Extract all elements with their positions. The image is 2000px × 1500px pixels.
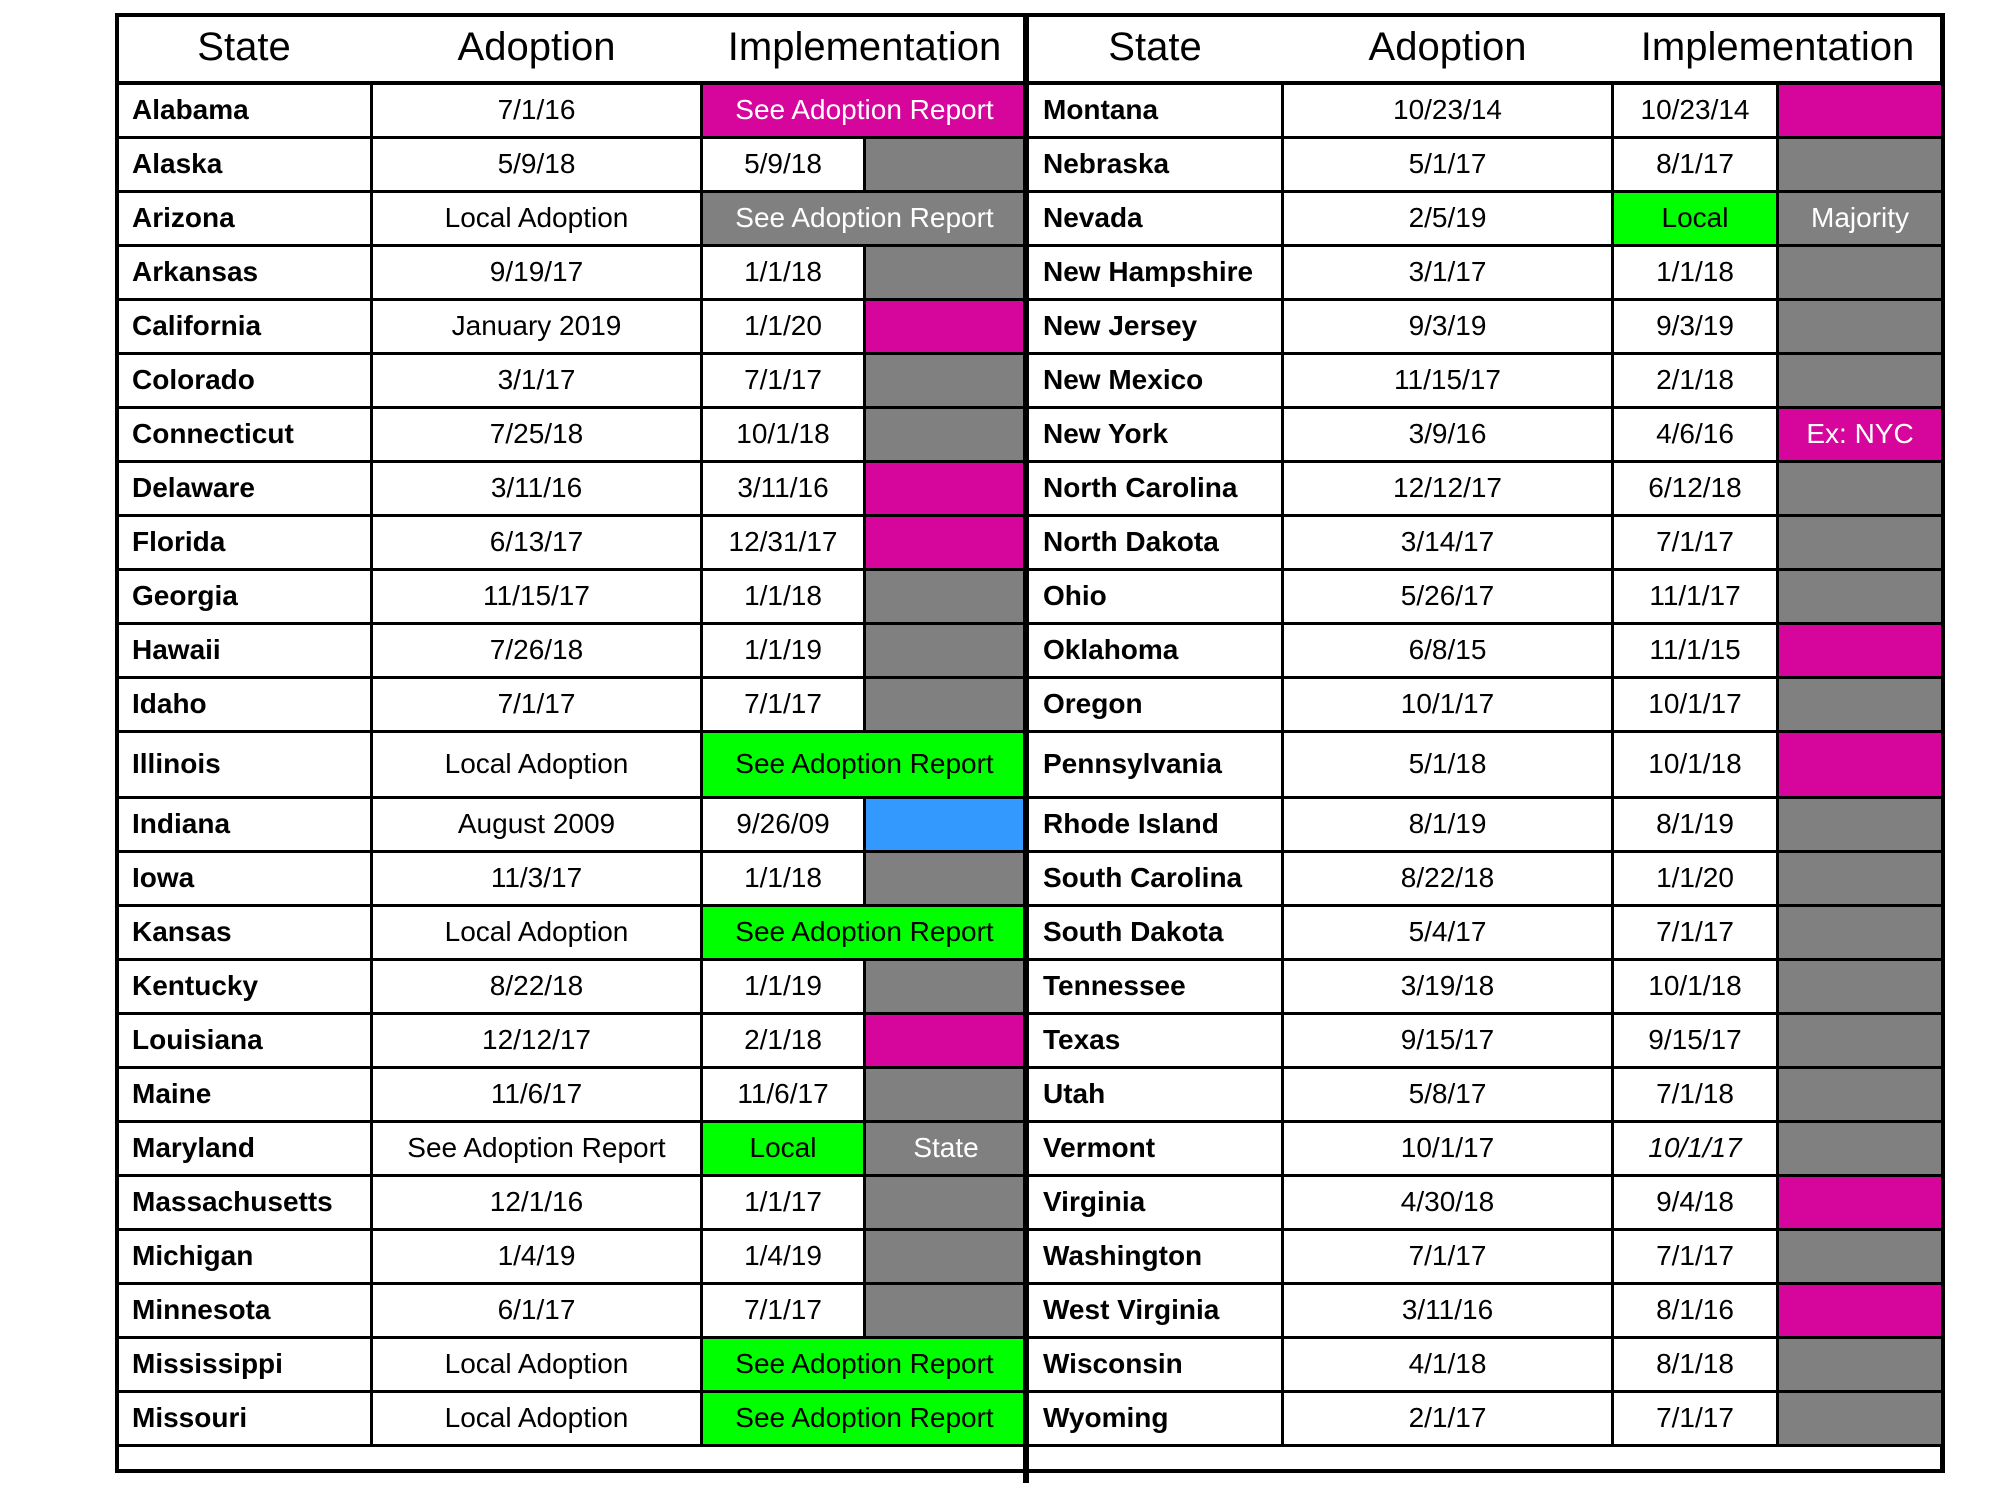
status-color-cell [1778, 83, 1943, 137]
implementation-cell: 10/1/18 [1613, 731, 1778, 797]
state-cell: Minnesota [117, 1283, 372, 1337]
state-cell: Utah [1028, 1067, 1283, 1121]
status-color-cell [865, 461, 1028, 515]
adoption-cell: 5/1/17 [1283, 137, 1613, 191]
table-row [1028, 1067, 1943, 1121]
implementation-cell: 1/1/17 [702, 1175, 865, 1229]
adoption-cell: 11/15/17 [372, 569, 702, 623]
adoption-cell: 11/6/17 [372, 1067, 702, 1121]
header-implementation: Implementation [702, 13, 1028, 83]
implementation-cell: 5/9/18 [702, 137, 865, 191]
adoption-cell: See Adoption Report [372, 1121, 702, 1175]
implementation-note-cell: See Adoption Report [702, 731, 1028, 797]
status-color-cell [865, 851, 1028, 905]
state-cell: Hawaii [117, 623, 372, 677]
status-color-cell: State [865, 1121, 1028, 1175]
state-cell: Maine [117, 1067, 372, 1121]
state-cell: Wyoming [1028, 1391, 1283, 1445]
state-cell: Wisconsin [1028, 1337, 1283, 1391]
state-cell: Indiana [117, 797, 372, 851]
table-row [117, 1067, 1028, 1121]
implementation-cell: 11/1/17 [1613, 569, 1778, 623]
adoption-cell: 5/8/17 [1283, 1067, 1613, 1121]
status-color-cell [865, 1175, 1028, 1229]
adoption-cell: Local Adoption [372, 191, 702, 245]
implementation-cell: 10/1/18 [702, 407, 865, 461]
table-row [1028, 83, 1943, 137]
status-color-cell [1778, 797, 1943, 851]
adoption-cell: 6/8/15 [1283, 623, 1613, 677]
table-row [117, 1229, 1028, 1283]
implementation-cell: 10/1/17 [1613, 1121, 1778, 1175]
adoption-cell: 3/19/18 [1283, 959, 1613, 1013]
state-cell: Oregon [1028, 677, 1283, 731]
status-color-cell [865, 299, 1028, 353]
status-color-cell [1778, 959, 1943, 1013]
state-cell: Arizona [117, 191, 372, 245]
status-color-cell [1778, 461, 1943, 515]
adoption-cell: 9/19/17 [372, 245, 702, 299]
state-cell: New Jersey [1028, 299, 1283, 353]
table-row [117, 1283, 1028, 1337]
implementation-cell: 7/1/17 [1613, 905, 1778, 959]
table-row [1028, 1121, 1943, 1175]
state-cell: Mississippi [117, 1337, 372, 1391]
state-cell: Idaho [117, 677, 372, 731]
implementation-cell: 8/1/19 [1613, 797, 1778, 851]
adoption-cell: Local Adoption [372, 905, 702, 959]
state-cell: Vermont [1028, 1121, 1283, 1175]
table-row [1028, 353, 1943, 407]
status-color-cell [865, 1283, 1028, 1337]
implementation-cell: 8/1/18 [1613, 1337, 1778, 1391]
adoption-cell: 3/14/17 [1283, 515, 1613, 569]
table-row [1028, 137, 1943, 191]
right-table-panel [1026, 13, 1944, 1447]
adoption-cell: Local Adoption [372, 1391, 702, 1445]
left-table-panel [115, 13, 1029, 1447]
implementation-cell: 9/26/09 [702, 797, 865, 851]
adoption-cell: 3/9/16 [1283, 407, 1613, 461]
adoption-cell: August 2009 [372, 797, 702, 851]
adoption-cell: Local Adoption [372, 731, 702, 797]
table-row [117, 851, 1028, 905]
implementation-cell: 7/1/18 [1613, 1067, 1778, 1121]
adoption-cell: 7/1/17 [1283, 1229, 1613, 1283]
implementation-cell: 2/1/18 [702, 1013, 865, 1067]
table-row [117, 245, 1028, 299]
table-row [117, 515, 1028, 569]
table-row [117, 1391, 1028, 1445]
status-color-cell [865, 137, 1028, 191]
implementation-cell: 1/4/19 [702, 1229, 865, 1283]
table-row [1028, 245, 1943, 299]
status-color-cell [865, 569, 1028, 623]
implementation-note-cell: See Adoption Report [702, 1391, 1028, 1445]
implementation-cell: 7/1/17 [1613, 515, 1778, 569]
implementation-cell: 1/1/18 [1613, 245, 1778, 299]
table-row [1028, 623, 1943, 677]
table-row [1028, 1175, 1943, 1229]
header-row [1028, 13, 1943, 83]
status-color-cell: Ex: NYC [1778, 407, 1943, 461]
implementation-cell: 7/1/17 [702, 677, 865, 731]
status-color-cell [1778, 1229, 1943, 1283]
implementation-cell: Local [702, 1121, 865, 1175]
state-cell: Ohio [1028, 569, 1283, 623]
adoption-cell: 7/26/18 [372, 623, 702, 677]
state-cell: Arkansas [117, 245, 372, 299]
header-row [117, 13, 1028, 83]
table-row [117, 461, 1028, 515]
adoption-cell: 3/1/17 [372, 353, 702, 407]
implementation-cell: 1/1/20 [702, 299, 865, 353]
left-adoption-table [115, 13, 1029, 1447]
status-color-cell [1778, 1121, 1943, 1175]
adoption-cell: 11/3/17 [372, 851, 702, 905]
status-color-cell [865, 1067, 1028, 1121]
implementation-cell: 7/1/17 [1613, 1391, 1778, 1445]
status-color-cell [1778, 905, 1943, 959]
state-cell: California [117, 299, 372, 353]
adoption-cell: 8/22/18 [1283, 851, 1613, 905]
status-color-cell [1778, 731, 1943, 797]
state-cell: Iowa [117, 851, 372, 905]
implementation-cell: 7/1/17 [702, 353, 865, 407]
implementation-cell: 1/1/18 [702, 569, 865, 623]
state-cell: North Dakota [1028, 515, 1283, 569]
right-adoption-table [1026, 13, 1944, 1447]
implementation-cell: 1/1/19 [702, 623, 865, 677]
adoption-cell: 5/4/17 [1283, 905, 1613, 959]
adoption-cell: 5/9/18 [372, 137, 702, 191]
adoption-cell: 5/1/18 [1283, 731, 1613, 797]
adoption-cell: January 2019 [372, 299, 702, 353]
state-cell: Delaware [117, 461, 372, 515]
adoption-cell: 6/13/17 [372, 515, 702, 569]
table-row [1028, 299, 1943, 353]
header-state: State [1028, 13, 1283, 83]
state-cell: Pennsylvania [1028, 731, 1283, 797]
state-cell: Colorado [117, 353, 372, 407]
state-cell: Illinois [117, 731, 372, 797]
status-color-cell [865, 353, 1028, 407]
status-color-cell [1778, 353, 1943, 407]
state-cell: Montana [1028, 83, 1283, 137]
state-cell: Oklahoma [1028, 623, 1283, 677]
state-cell: Nebraska [1028, 137, 1283, 191]
adoption-cell: 4/30/18 [1283, 1175, 1613, 1229]
implementation-cell: 12/31/17 [702, 515, 865, 569]
state-cell: Alabama [117, 83, 372, 137]
table-row [1028, 905, 1943, 959]
state-cell: Michigan [117, 1229, 372, 1283]
state-cell: New Mexico [1028, 353, 1283, 407]
adoption-cell: 2/5/19 [1283, 191, 1613, 245]
table-row [117, 677, 1028, 731]
status-color-cell [865, 1013, 1028, 1067]
table-row [1028, 959, 1943, 1013]
implementation-cell: 10/1/17 [1613, 677, 1778, 731]
status-color-cell [1778, 623, 1943, 677]
implementation-cell: 8/1/16 [1613, 1283, 1778, 1337]
status-color-cell [865, 677, 1028, 731]
implementation-cell: 9/4/18 [1613, 1175, 1778, 1229]
table-row [1028, 1013, 1943, 1067]
status-color-cell [1778, 1391, 1943, 1445]
state-cell: Connecticut [117, 407, 372, 461]
table-row [117, 1337, 1028, 1391]
status-color-cell [1778, 677, 1943, 731]
table-row [117, 731, 1028, 797]
adoption-cell: 9/15/17 [1283, 1013, 1613, 1067]
table-row [1028, 515, 1943, 569]
header-implementation: Implementation [1613, 13, 1943, 83]
status-color-cell [865, 1229, 1028, 1283]
implementation-cell: 9/15/17 [1613, 1013, 1778, 1067]
table-row [117, 569, 1028, 623]
adoption-cell: 10/1/17 [1283, 677, 1613, 731]
adoption-cell: 7/1/16 [372, 83, 702, 137]
table-row [1028, 851, 1943, 905]
table-row [1028, 677, 1943, 731]
state-cell: Kansas [117, 905, 372, 959]
state-cell: North Carolina [1028, 461, 1283, 515]
adoption-cell: 1/4/19 [372, 1229, 702, 1283]
adoption-cell: Local Adoption [372, 1337, 702, 1391]
table-row [117, 1121, 1028, 1175]
right-table-body [1028, 83, 1943, 1445]
adoption-cell: 10/1/17 [1283, 1121, 1613, 1175]
status-color-cell: Majority [1778, 191, 1943, 245]
adoption-cell: 5/26/17 [1283, 569, 1613, 623]
table-row [117, 299, 1028, 353]
left-table-body [117, 83, 1028, 1445]
implementation-cell: Local [1613, 191, 1778, 245]
state-cell: Washington [1028, 1229, 1283, 1283]
state-cell: Georgia [117, 569, 372, 623]
state-cell: Kentucky [117, 959, 372, 1013]
status-color-cell [865, 797, 1028, 851]
status-color-cell [865, 623, 1028, 677]
table-row [1028, 1337, 1943, 1391]
adoption-cell: 12/12/17 [1283, 461, 1613, 515]
adoption-cell: 2/1/17 [1283, 1391, 1613, 1445]
adoption-cell: 7/25/18 [372, 407, 702, 461]
state-cell: Rhode Island [1028, 797, 1283, 851]
implementation-note-cell: See Adoption Report [702, 1337, 1028, 1391]
adoption-cell: 12/12/17 [372, 1013, 702, 1067]
implementation-cell: 1/1/18 [702, 245, 865, 299]
status-color-cell [1778, 1175, 1943, 1229]
header-adoption: Adoption [372, 13, 702, 83]
state-cell: Missouri [117, 1391, 372, 1445]
adoption-cell: 6/1/17 [372, 1283, 702, 1337]
status-color-cell [1778, 1283, 1943, 1337]
table-row [117, 353, 1028, 407]
status-color-cell [1778, 569, 1943, 623]
table-row [117, 83, 1028, 137]
implementation-cell: 8/1/17 [1613, 137, 1778, 191]
table-row [1028, 1229, 1943, 1283]
implementation-cell: 6/12/18 [1613, 461, 1778, 515]
table-row [1028, 461, 1943, 515]
implementation-cell: 11/6/17 [702, 1067, 865, 1121]
table-row [117, 137, 1028, 191]
adoption-cell: 7/1/17 [372, 677, 702, 731]
status-color-cell [1778, 1013, 1943, 1067]
status-color-cell [1778, 1067, 1943, 1121]
implementation-cell: 10/1/18 [1613, 959, 1778, 1013]
table-row [1028, 1391, 1943, 1445]
table-row [1028, 731, 1943, 797]
status-color-cell [865, 959, 1028, 1013]
table-row [117, 191, 1028, 245]
table-row [1028, 569, 1943, 623]
table-row [117, 1013, 1028, 1067]
table-row [117, 623, 1028, 677]
table-row [117, 407, 1028, 461]
implementation-cell: 1/1/20 [1613, 851, 1778, 905]
adoption-cell: 12/1/16 [372, 1175, 702, 1229]
state-cell: Massachusetts [117, 1175, 372, 1229]
table-row [1028, 407, 1943, 461]
adoption-cell: 11/15/17 [1283, 353, 1613, 407]
table-row [117, 1175, 1028, 1229]
status-color-cell [1778, 137, 1943, 191]
status-color-cell [865, 245, 1028, 299]
status-color-cell [1778, 1337, 1943, 1391]
implementation-cell: 1/1/19 [702, 959, 865, 1013]
table-row [1028, 1283, 1943, 1337]
state-cell: Virginia [1028, 1175, 1283, 1229]
state-cell: Nevada [1028, 191, 1283, 245]
state-cell: South Dakota [1028, 905, 1283, 959]
status-color-cell [1778, 515, 1943, 569]
adoption-cell: 3/1/17 [1283, 245, 1613, 299]
state-cell: Louisiana [117, 1013, 372, 1067]
table-row [1028, 191, 1943, 245]
implementation-note-cell: See Adoption Report [702, 905, 1028, 959]
state-cell: Texas [1028, 1013, 1283, 1067]
implementation-cell: 3/11/16 [702, 461, 865, 515]
implementation-cell: 10/23/14 [1613, 83, 1778, 137]
status-color-cell [865, 515, 1028, 569]
adoption-cell: 8/22/18 [372, 959, 702, 1013]
adoption-cell: 8/1/19 [1283, 797, 1613, 851]
adoption-cell: 3/11/16 [372, 461, 702, 515]
state-cell: South Carolina [1028, 851, 1283, 905]
table-row [117, 959, 1028, 1013]
status-color-cell [1778, 851, 1943, 905]
state-cell: Maryland [117, 1121, 372, 1175]
state-cell: West Virginia [1028, 1283, 1283, 1337]
implementation-cell: 1/1/18 [702, 851, 865, 905]
header-state: State [117, 13, 372, 83]
status-color-cell [1778, 299, 1943, 353]
adoption-cell: 4/1/18 [1283, 1337, 1613, 1391]
state-cell: Tennessee [1028, 959, 1283, 1013]
adoption-cell: 9/3/19 [1283, 299, 1613, 353]
implementation-cell: 2/1/18 [1613, 353, 1778, 407]
state-cell: New Hampshire [1028, 245, 1283, 299]
implementation-cell: 7/1/17 [1613, 1229, 1778, 1283]
implementation-cell: 7/1/17 [702, 1283, 865, 1337]
status-color-cell [1778, 245, 1943, 299]
table-row [117, 797, 1028, 851]
implementation-cell: 9/3/19 [1613, 299, 1778, 353]
state-cell: Alaska [117, 137, 372, 191]
implementation-note-cell: See Adoption Report [702, 83, 1028, 137]
table-row [1028, 797, 1943, 851]
implementation-note-cell: See Adoption Report [702, 191, 1028, 245]
implementation-cell: 4/6/16 [1613, 407, 1778, 461]
adoption-cell: 3/11/16 [1283, 1283, 1613, 1337]
implementation-cell: 11/1/15 [1613, 623, 1778, 677]
state-cell: New York [1028, 407, 1283, 461]
adoption-cell: 10/23/14 [1283, 83, 1613, 137]
state-cell: Florida [117, 515, 372, 569]
status-color-cell [865, 407, 1028, 461]
table-row [117, 905, 1028, 959]
header-adoption: Adoption [1283, 13, 1613, 83]
